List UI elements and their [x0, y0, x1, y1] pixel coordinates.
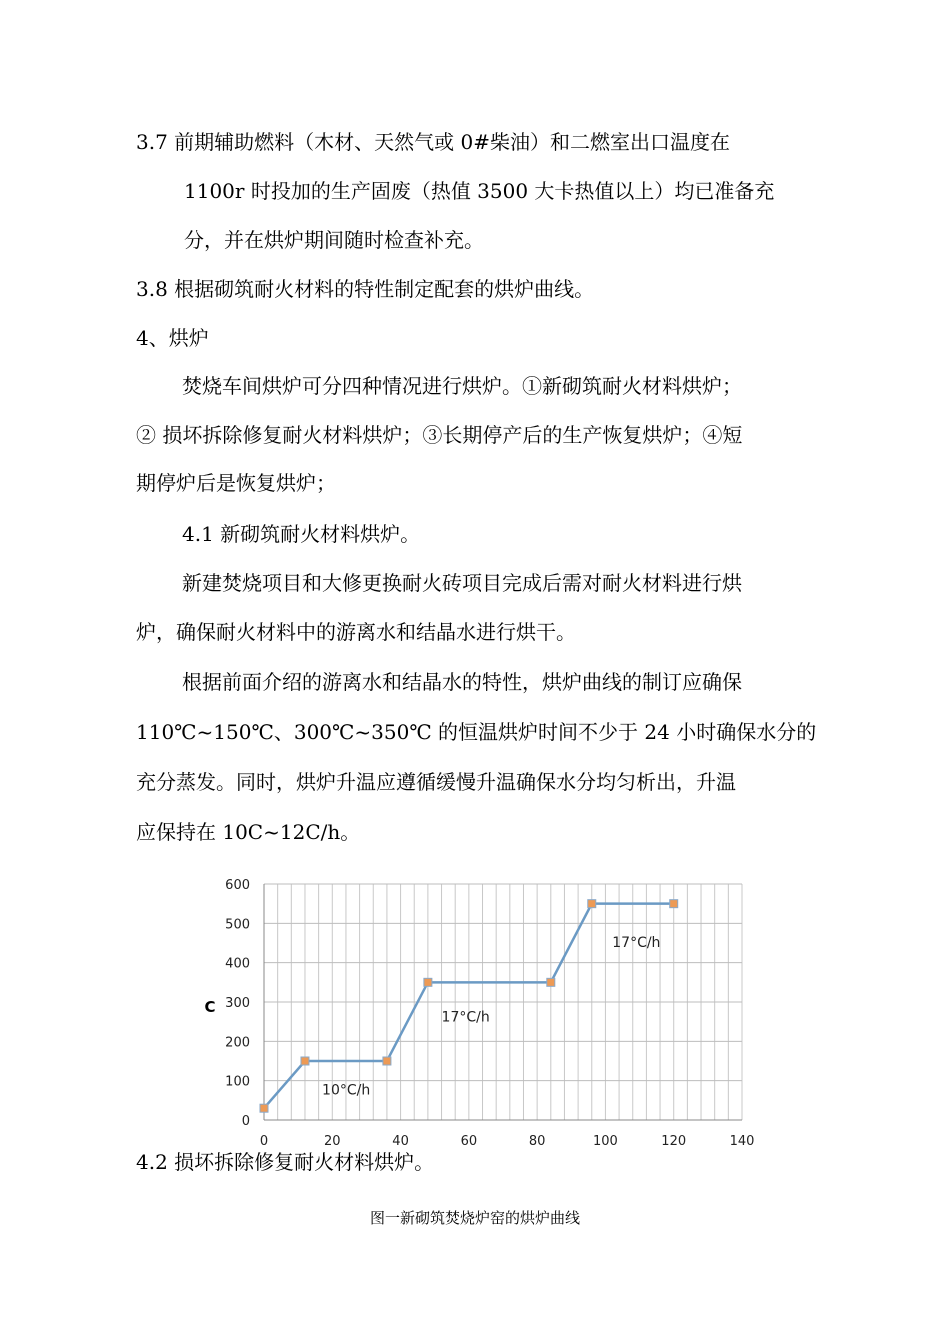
- y-tick-label: 400: [225, 956, 250, 972]
- x-tick-label: 120: [661, 1134, 687, 1149]
- y-tick-label: 300: [225, 996, 250, 1011]
- paragraph-line: 3.7 前期辅助燃料（木材、天然气或 0#柴油）和二燃室出口温度在: [136, 130, 731, 154]
- paragraph-line: 分，并在烘炉期间随时检查补充。: [184, 228, 484, 252]
- paragraph-line: 炉，确保耐火材料中的游离水和结晶水进行烘干。: [136, 620, 576, 644]
- data-point: [424, 978, 432, 986]
- subsection-heading: 4.2 损坏拆除修复耐火材料烘炉。: [136, 1150, 435, 1174]
- paragraph-line: 应保持在 10C~12C/h。: [136, 820, 361, 844]
- section-heading: 4、烘炉: [136, 326, 209, 350]
- paragraph-line: 充分蒸发。同时，烘炉升温应遵循缓慢升温确保水分均匀析出，升温: [136, 770, 736, 794]
- subsection-heading: 4.1 新砌筑耐火材料烘炉。: [182, 522, 421, 546]
- x-tick-label: 20: [324, 1134, 341, 1149]
- data-point: [383, 1057, 391, 1065]
- figure-caption: 图一新砌筑焚烧炉窑的烘炉曲线: [369, 1209, 580, 1227]
- x-tick-label: 140: [729, 1134, 755, 1149]
- rate-annotation: 10°C/h: [322, 1082, 371, 1099]
- baking-curve-chart: [190, 868, 770, 1153]
- paragraph-line: 新建焚烧项目和大修更换耐火砖项目完成后需对耐火材料进行烘: [182, 571, 742, 595]
- paragraph-line: ② 损坏拆除修复耐火材料烘炉；③长期停产后的生产恢复烘炉；④短: [136, 423, 743, 447]
- x-tick-label: 0: [259, 1134, 269, 1149]
- rate-annotation: 17°C/h: [441, 1009, 490, 1026]
- x-tick-label: 40: [392, 1134, 409, 1149]
- paragraph-line: 期停炉后是恢复烘炉；: [136, 471, 336, 495]
- x-tick-label: 80: [528, 1134, 546, 1149]
- data-point: [547, 978, 555, 986]
- paragraph-line: 1100r 时投加的生产固废（热值 3500 大卡热值以上）均已准备充: [184, 179, 775, 203]
- data-point: [670, 900, 678, 908]
- y-tick-label: 200: [225, 1035, 250, 1051]
- paragraph-line: 110℃~150℃、300℃~350℃ 的恒温烘炉时间不少于 24 小时确保水分的: [136, 720, 817, 744]
- paragraph-line: 焚烧车间烘炉可分四种情况进行烘炉。①新砌筑耐火材料烘炉；: [182, 374, 742, 398]
- data-point: [588, 900, 596, 908]
- y-axis-label: C: [204, 998, 216, 1016]
- y-tick-label: 500: [225, 917, 250, 933]
- data-point: [301, 1057, 309, 1065]
- x-tick-label: 60: [460, 1134, 478, 1149]
- data-point: [260, 1104, 268, 1112]
- y-tick-label: 600: [225, 878, 250, 893]
- paragraph-line: 根据前面介绍的游离水和结晶水的特性，烘炉曲线的制订应确保: [182, 670, 742, 694]
- rate-annotation: 17°C/h: [612, 934, 661, 951]
- y-tick-label: 100: [225, 1074, 250, 1090]
- y-tick-label: 0: [241, 1114, 250, 1129]
- x-tick-label: 100: [593, 1134, 618, 1149]
- section-heading: 3.8 根据砌筑耐火材料的特性制定配套的烘炉曲线。: [136, 277, 595, 301]
